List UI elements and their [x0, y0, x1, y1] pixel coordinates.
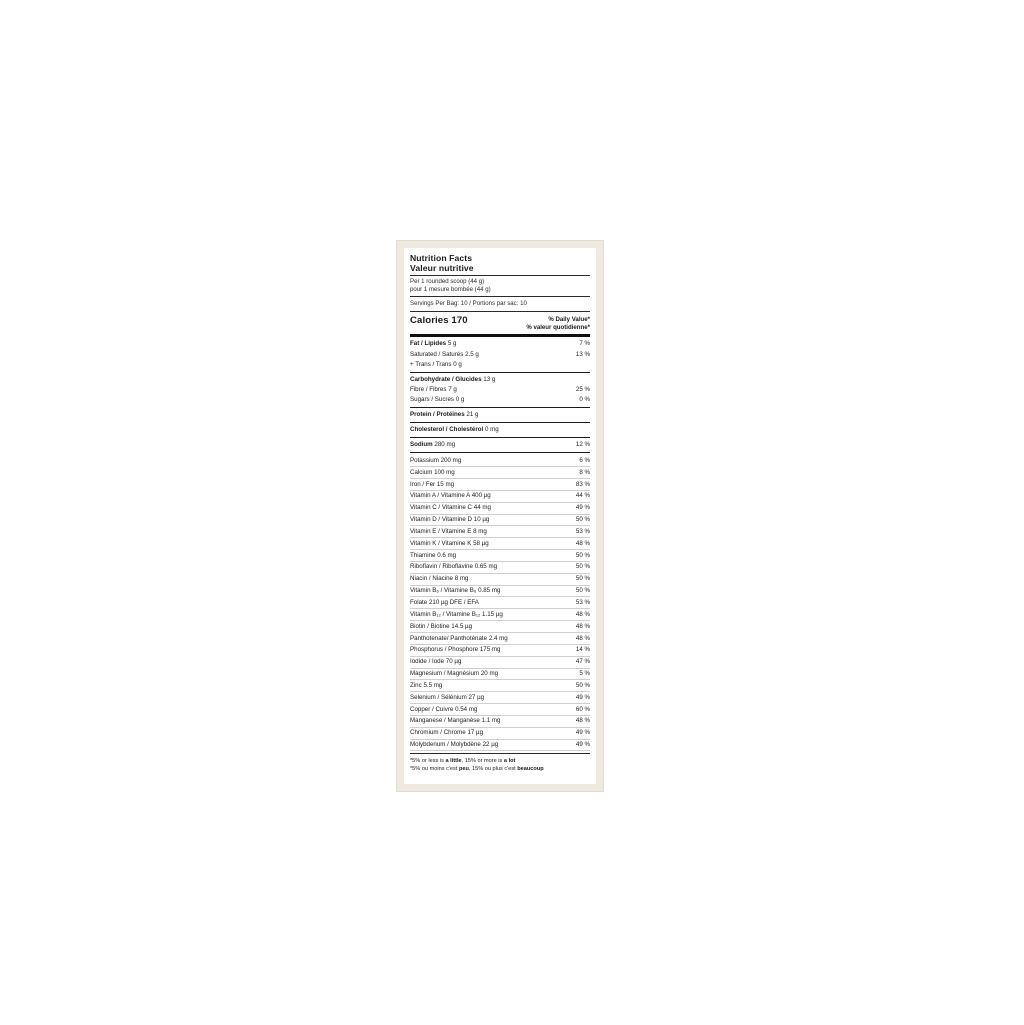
nutrient-percent: 48 %	[575, 539, 590, 547]
nutrient-name	[410, 492, 491, 500]
nutrient-row	[410, 680, 590, 692]
nutrient-label: Fat / Lipides	[410, 340, 447, 348]
nutrient-label: Thiamine	[410, 551, 436, 559]
nutrient-label: Magnesium / Magnésium	[410, 670, 480, 678]
calories-value: Calories 170	[410, 315, 468, 327]
fat-group	[410, 339, 590, 369]
nutrient-name	[410, 469, 455, 477]
footnote-en-alot: a lot	[503, 758, 516, 765]
serving-size-en: Per 1 rounded scoop (44 g)	[410, 278, 485, 286]
nutrient-label: Vitamin D / Vitamine D	[410, 516, 473, 524]
nutrient-name	[410, 361, 462, 369]
nutrient-label: + Trans / Trans	[410, 360, 452, 368]
nutrient-row	[410, 395, 590, 405]
nutrient-amount: 400 µg	[471, 492, 491, 500]
divider-after-fat	[410, 372, 590, 373]
nutrient-label: Fibre / Fibres	[410, 385, 447, 393]
footnote-fr-beaucoup: beaucoup	[517, 766, 544, 773]
nutrient-amount: 0.6 mg	[437, 551, 457, 559]
servings-per-bag: Servings Per Bag: 10 / Portions par sac: 10	[410, 300, 527, 308]
daily-value-header	[526, 315, 590, 332]
nutrient-row	[410, 526, 590, 538]
nutrient-amount: 58 µg	[473, 539, 489, 547]
nutrient-row	[410, 597, 590, 609]
nutrient-label: Riboflavin / Riboflavine	[410, 563, 473, 571]
nutrient-row	[410, 538, 590, 550]
nutrient-name	[410, 717, 501, 725]
nutrient-amount: 44 mg	[473, 504, 491, 512]
nutrient-amount: 0.54 mg	[455, 705, 478, 713]
nutrient-row	[410, 491, 590, 503]
nutrient-name	[410, 694, 484, 702]
nutrient-percent: 50 %	[575, 563, 590, 571]
nutrient-row	[410, 425, 590, 435]
carbohydrate-group	[410, 375, 590, 405]
nutrient-amount: 1.15 µg	[482, 610, 503, 618]
nutrient-percent: 48 %	[575, 634, 590, 642]
nutrient-name	[410, 552, 456, 560]
nutrient-label: Panthotenate/ Panthoténate	[410, 634, 488, 642]
nutrient-percent: 48 %	[575, 622, 590, 630]
protein-group	[410, 410, 590, 420]
nutrient-label: Vitamin E / Vitamine E	[410, 527, 472, 535]
nutrient-percent: 47 %	[575, 658, 590, 666]
footnote-fr-part-c: , 15% ou plus c'est	[468, 766, 518, 773]
nutrient-percent: 5 %	[579, 670, 590, 678]
nutrient-name	[410, 376, 495, 384]
nutrient-amount: 15 mg	[436, 480, 455, 488]
nutrient-row	[410, 562, 590, 574]
nutrient-name	[410, 386, 457, 394]
nutrient-label: Protein / Protéines	[410, 411, 465, 419]
divider-thick-after-calories	[410, 334, 590, 337]
divider-after-serving	[410, 296, 590, 297]
nutrient-name	[410, 351, 479, 359]
nutrient-row	[410, 410, 590, 420]
nutrient-percent: 12 %	[575, 441, 590, 449]
nutrient-label: Vitamin C / Vitamine C	[410, 504, 473, 512]
nutrient-amount: 7 g	[448, 385, 457, 393]
nutrient-name	[410, 611, 503, 619]
nutrient-percent: 48 %	[575, 717, 590, 725]
nutrient-row	[410, 633, 590, 645]
nutrient-name	[410, 706, 477, 714]
nutrient-label: Cholesterol / Cholestérol	[410, 426, 484, 434]
nutrient-row	[410, 515, 590, 527]
divider-after-cholesterol	[410, 437, 590, 438]
nutrient-amount: 20 mg	[480, 670, 499, 678]
nutrient-percent: 49 %	[575, 693, 590, 701]
label-title-fr: Valeur nutritive	[410, 263, 474, 274]
footnote-en-part-a: *5% or less is	[410, 758, 446, 765]
nutrient-name	[410, 682, 442, 690]
nutrient-amount: 175 mg	[479, 646, 501, 654]
nutrient-percent: 0 %	[579, 396, 590, 404]
divider-after-title	[410, 275, 590, 276]
nutrient-amount: 200 mg	[440, 456, 462, 464]
nutrient-name	[410, 587, 500, 595]
nutrient-row	[410, 645, 590, 657]
nutrient-row	[410, 339, 590, 349]
nutrient-name	[410, 599, 479, 607]
nutrient-row	[410, 550, 590, 562]
nutrient-amount: 0.85 mg	[478, 587, 501, 595]
nutrient-percent: 50 %	[575, 516, 590, 524]
micronutrient-list	[410, 455, 590, 751]
nutrient-amount: 100 mg	[434, 468, 455, 476]
daily-value-header-fr: % valeur quotidienne*	[526, 324, 590, 332]
nutrient-row	[410, 440, 590, 450]
nutrient-row	[410, 704, 590, 716]
nutrient-percent: 50 %	[575, 551, 590, 559]
nutrient-amount: 8 mg	[454, 575, 469, 583]
nutrient-label: Chromium / Chrome	[410, 729, 466, 737]
nutrient-row	[410, 385, 590, 395]
nutrient-name	[410, 516, 489, 524]
nutrient-percent: 50 %	[575, 681, 590, 689]
nutrient-name	[410, 623, 472, 631]
nutrient-amount: 14.5 µg	[451, 622, 473, 630]
nutrient-percent: 49 %	[575, 504, 590, 512]
nutrient-row	[410, 455, 590, 467]
nutrient-label: Vitamin K / Vitamine K	[410, 539, 472, 547]
footnote-fr-peu: peu	[458, 766, 469, 773]
nutrient-row	[410, 621, 590, 633]
footnote-en-part-c: , 15% or more is	[461, 758, 504, 765]
nutrient-label: Selenium / Sélénium	[410, 693, 467, 701]
nutrient-amount: 5 g	[447, 340, 457, 348]
nutrient-name	[410, 396, 464, 404]
nutrient-label: Zinc	[410, 681, 422, 689]
nutrient-name	[410, 340, 456, 348]
nutrient-percent: 49 %	[575, 741, 590, 749]
nutrient-row	[410, 669, 590, 681]
nutrient-row	[410, 467, 590, 479]
nutrient-label: Biotin / Biotine	[410, 622, 450, 630]
nutrient-name	[410, 441, 455, 449]
nutrient-percent: 83 %	[575, 480, 590, 488]
sodium-group	[410, 440, 590, 450]
nutrient-amount: 280 mg	[434, 441, 456, 449]
divider-after-servings-per-bag	[410, 311, 590, 312]
nutrient-percent: 49 %	[575, 729, 590, 737]
nutrient-percent: 53 %	[575, 599, 590, 607]
nutrient-label: Iodide / Iode	[410, 658, 445, 666]
nutrient-name	[410, 481, 454, 489]
nutrient-percent: 50 %	[575, 575, 590, 583]
nutrient-amount: 0 g	[455, 396, 465, 404]
nutrient-label: Phosphorus / Phosphore	[410, 646, 479, 654]
nutrient-label: Copper / Cuivre	[410, 705, 454, 713]
nutrient-label: Folate	[410, 599, 428, 607]
nutrient-label: Iron / Fer	[410, 480, 436, 488]
cholesterol-group	[410, 425, 590, 435]
nutrient-amount: 0 g	[453, 360, 462, 368]
nutrient-row	[410, 349, 590, 359]
footnote-en-little: a little	[445, 758, 462, 765]
nutrient-row	[410, 609, 590, 621]
nutrient-percent: 48 %	[575, 610, 590, 618]
nutrient-amount: 0.65 mg	[474, 563, 498, 571]
divider-after-carbohydrate	[410, 407, 590, 408]
nutrient-percent: 7 %	[579, 340, 590, 348]
nutrient-percent: 25 %	[575, 385, 590, 393]
nutrient-label: Saturated / Saturés	[410, 350, 464, 358]
nutrient-percent: 60 %	[575, 705, 590, 713]
nutrient-amount: 70 µg	[445, 658, 462, 666]
nutrient-name	[410, 540, 489, 548]
nutrient-percent: 14 %	[575, 646, 590, 654]
nutrient-amount: 13 g	[483, 375, 496, 383]
nutrient-percent: 13 %	[575, 350, 590, 358]
nutrient-name	[410, 411, 478, 419]
footnote-en	[410, 756, 590, 766]
nutrient-name	[410, 670, 498, 678]
nutrient-name	[410, 729, 483, 737]
nutrient-row	[410, 479, 590, 491]
nutrient-row	[410, 359, 590, 369]
nutrient-row	[410, 586, 590, 598]
nutrient-amount: 5.5 mg	[423, 681, 443, 689]
nutrient-label: Niacin / Niacine	[410, 575, 453, 583]
divider-after-protein	[410, 422, 590, 423]
nutrient-amount: 17 µg	[467, 729, 484, 737]
serving-size-fr: pour 1 mesure bombée (44 g)	[410, 286, 491, 294]
nutrient-name	[410, 575, 469, 583]
nutrient-label: Calcium	[410, 468, 433, 476]
nutrient-name	[410, 635, 508, 643]
nutrient-percent: 53 %	[575, 527, 590, 535]
nutrient-label: Molybdenum / Molybdène	[410, 741, 481, 749]
footnote-fr-part-a: *5% ou moins c'est	[410, 766, 459, 773]
nutrient-name	[410, 426, 499, 434]
nutrient-name	[410, 741, 498, 749]
nutrient-name	[410, 504, 491, 512]
nutrient-amount: 2.5 g	[465, 350, 479, 358]
footnote-fr	[410, 766, 590, 774]
nutrient-name	[410, 646, 500, 654]
nutrient-label: Manganese / Manganèse	[410, 717, 480, 725]
nutrient-label: Vitamin B₆ / Vitamine B₆	[410, 587, 477, 595]
nutrient-amount: 10 µg	[473, 516, 490, 524]
divider-after-sodium	[410, 452, 590, 453]
label-title-en: Nutrition Facts	[410, 253, 473, 263]
daily-value-header-en: % Daily Value*	[548, 316, 590, 324]
nutrient-percent: 8 %	[579, 468, 590, 476]
nutrition-facts-label	[404, 248, 596, 784]
nutrient-name	[410, 658, 461, 666]
nutrient-name	[410, 457, 461, 465]
nutrient-row	[410, 716, 590, 728]
nutrient-row	[410, 574, 590, 586]
nutrient-name	[410, 563, 497, 571]
nutrient-row	[410, 692, 590, 704]
nutrient-label: Vitamin B₁₂ / Vitamine B₁₂	[410, 610, 481, 618]
nutrient-amount: 1.1 mg	[481, 717, 501, 725]
nutrient-percent: 50 %	[575, 587, 590, 595]
nutrient-row	[410, 503, 590, 515]
nutrient-percent: 6 %	[579, 456, 590, 464]
nutrient-amount: 0 mg	[484, 426, 499, 434]
nutrient-amount: 21 g	[466, 411, 479, 419]
nutrient-name	[410, 528, 487, 536]
nutrient-row	[410, 657, 590, 669]
nutrient-label: Sugars / Sucres	[410, 396, 455, 404]
nutrient-percent: 44 %	[575, 492, 590, 500]
calories-row	[410, 314, 590, 332]
nutrient-row	[410, 740, 590, 752]
nutrient-amount: 8 mg	[473, 527, 487, 535]
nutrient-label: Vitamin A / Vitamine A	[410, 492, 470, 500]
nutrient-row	[410, 728, 590, 740]
nutrient-label: Potassium	[410, 456, 439, 464]
nutrient-amount: 210 µg DFE / ÉFA	[428, 599, 479, 607]
nutrient-label: Sodium	[410, 441, 433, 449]
nutrient-amount: 27 µg	[468, 693, 485, 701]
divider-before-footnote	[410, 753, 590, 754]
nutrient-amount: 22 µg	[482, 741, 499, 749]
nutrient-row	[410, 375, 590, 385]
nutrient-label: Carbohydrate / Glucides	[410, 375, 482, 383]
nutrient-amount: 2.4 mg	[488, 634, 508, 642]
